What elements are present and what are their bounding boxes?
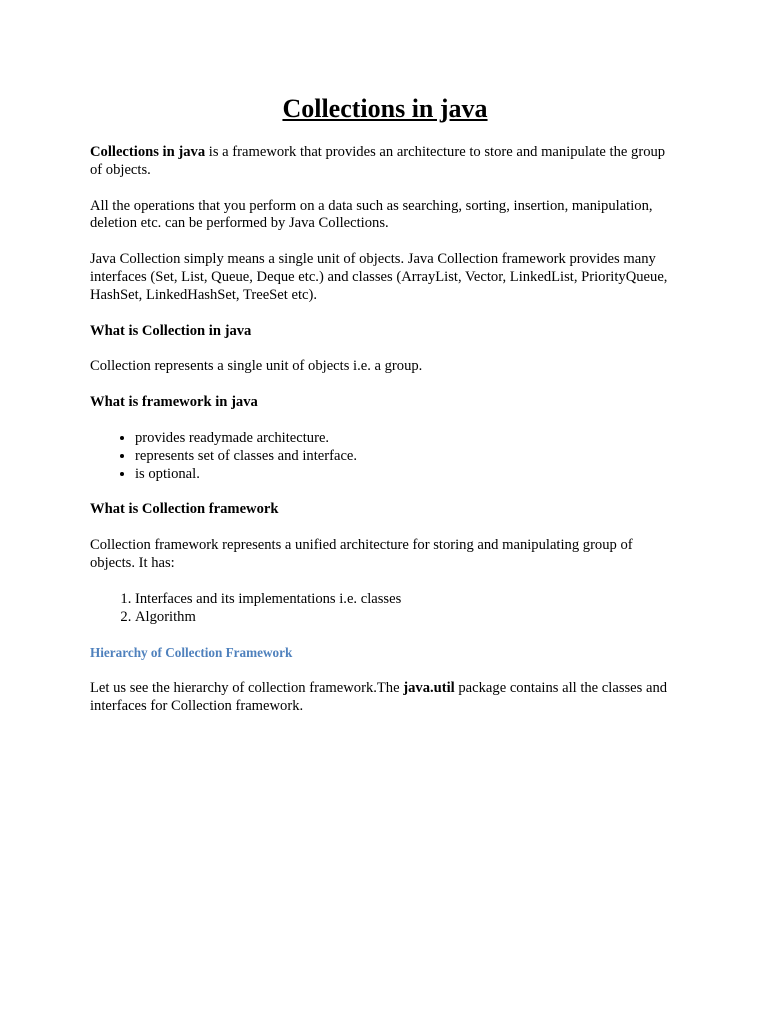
document-page [90,92,680,734]
collection-framework-paragraph: Collection framework represents a unified architecture for storing and manipulating group of objects. It has: [90,537,633,571]
hierarchy-lead: Let us see the hierarchy of collection framework.The [90,680,404,697]
hierarchy-paragraph [90,680,680,716]
hierarchy-rest: package contains all the classes and interfaces for Collection framework. [90,680,668,714]
framework-numbered-list [90,591,680,627]
intro-bold-lead: Collections in java [90,144,206,160]
hierarchy-bold-package: java.util [403,680,455,697]
heading-hierarchy: Hierarchy of Collection Framework [90,645,293,661]
intro-paragraph [90,144,680,180]
heading-collection-in-java: What is Collection in java [90,322,252,339]
list-item: 2. Algorithm [135,609,680,627]
intro-rest: is a framework that provides an architecture to store and manipulate the group of objects. [90,144,666,178]
collection-definition-paragraph: Collection represents a single unit of objects i.e. a group. [90,358,423,375]
list-item: 1. Interfaces and its implementations i.e. classes [135,591,680,609]
heading-collection-framework: What is Collection framework [90,501,279,518]
list-item: • represents set of classes and interface. [135,448,680,466]
framework-bullet-list [90,430,680,483]
collection-paragraph: Java Collection simply means a single unit of objects. Java Collection framework provides many interfaces (Set, List, Queue, Deque etc.) and classes (ArrayList, Vector, LinkedList, PriorityQueue, HashSet, LinkedHashSet, TreeSet etc). [90,251,668,303]
operations-paragraph: All the operations that you perform on a data such as searching, sorting, insertion, manipulation, deletion etc. can be performed by Java Collections. [90,197,653,232]
list-item: • provides readymade architecture. [135,430,680,448]
list-item: • is optional. [135,466,680,484]
document-title: Collections in java [282,94,488,123]
heading-framework-in-java: What is framework in java [90,394,258,411]
